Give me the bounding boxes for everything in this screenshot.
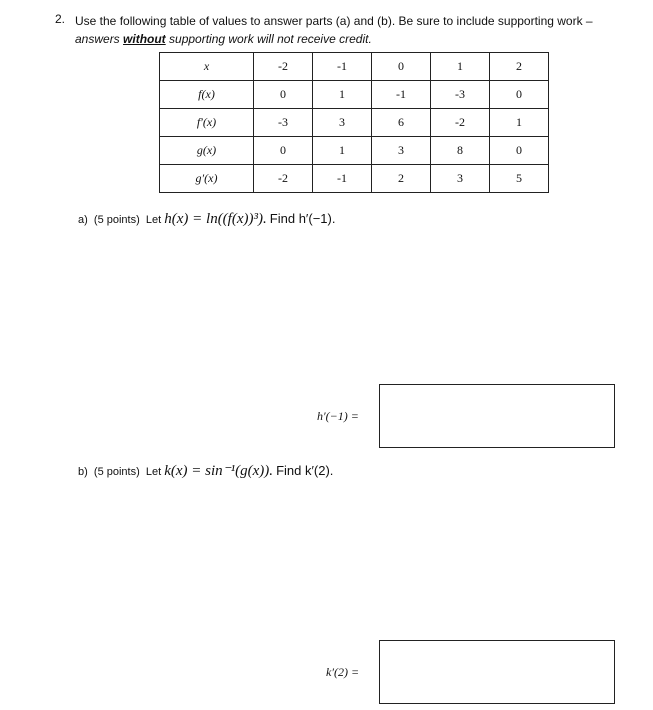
question-prompt: [75, 12, 635, 48]
table-cell: 1: [313, 137, 372, 165]
table-cell: 1: [313, 81, 372, 109]
table-cell: -3: [431, 81, 490, 109]
table-cell: -3: [254, 109, 313, 137]
part-a-points: (5 points): [93, 214, 140, 226]
table-cell: 2: [490, 53, 549, 81]
row-label: g(x): [160, 137, 254, 165]
table-cell: 0: [490, 81, 549, 109]
part-b-expression: k(x) = sin⁻¹(g(x)).: [164, 463, 273, 479]
table-cell: 2: [372, 165, 431, 193]
part-a-prompt: [78, 211, 335, 228]
table-row: [160, 109, 549, 137]
part-a-find: Find h′(−1).: [269, 211, 336, 226]
table-cell: 6: [372, 109, 431, 137]
table-cell: 1: [490, 109, 549, 137]
prompt-line-2: [75, 30, 635, 48]
row-label: g′(x): [160, 165, 254, 193]
prompt-emphasis: without: [123, 32, 166, 46]
part-b-find: Find k′(2).: [276, 463, 334, 478]
table-cell: 0: [490, 137, 549, 165]
part-b-points: (5 points): [93, 466, 140, 478]
table-row: [160, 165, 549, 193]
table-cell: 5: [490, 165, 549, 193]
part-b-prompt: [78, 461, 333, 480]
part-b-letter: b): [78, 466, 88, 478]
values-table: [159, 52, 549, 193]
part-a-let: Let: [145, 214, 162, 226]
prompt-line-2-end: supporting work will not receive credit.: [165, 32, 372, 46]
row-label: x: [160, 53, 254, 81]
part-b-answer-label: k′(2) =: [326, 665, 360, 679]
table-cell: -2: [254, 53, 313, 81]
table-cell: -1: [313, 53, 372, 81]
table-cell: 0: [254, 81, 313, 109]
table-cell: 3: [313, 109, 372, 137]
table-cell: -1: [313, 165, 372, 193]
row-label: f′(x): [160, 109, 254, 137]
prompt-line-1: Use the following table of values to answer parts (a) and (b). Be sure to include supporting work –: [75, 14, 593, 28]
part-b-let: Let: [145, 466, 162, 478]
table-cell: -1: [372, 81, 431, 109]
question-number: 2.: [55, 12, 66, 26]
part-a-answer-box[interactable]: [379, 384, 615, 448]
table-row: [160, 81, 549, 109]
prompt-line-2-start: answers: [75, 32, 124, 46]
table-cell: 8: [431, 137, 490, 165]
table-cell: 0: [254, 137, 313, 165]
row-label: f(x): [160, 81, 254, 109]
table-cell: 3: [431, 165, 490, 193]
part-a-expression: h(x) = ln((f(x))³).: [164, 211, 267, 227]
part-b-answer-box[interactable]: [379, 640, 615, 704]
part-a-letter: a): [78, 214, 88, 226]
table-row: [160, 137, 549, 165]
table-cell: -2: [254, 165, 313, 193]
table-cell: 3: [372, 137, 431, 165]
table-row: [160, 53, 549, 81]
part-a-answer-label: h′(−1) =: [317, 409, 359, 423]
table-cell: 0: [372, 53, 431, 81]
table-cell: 1: [431, 53, 490, 81]
table-cell: -2: [431, 109, 490, 137]
